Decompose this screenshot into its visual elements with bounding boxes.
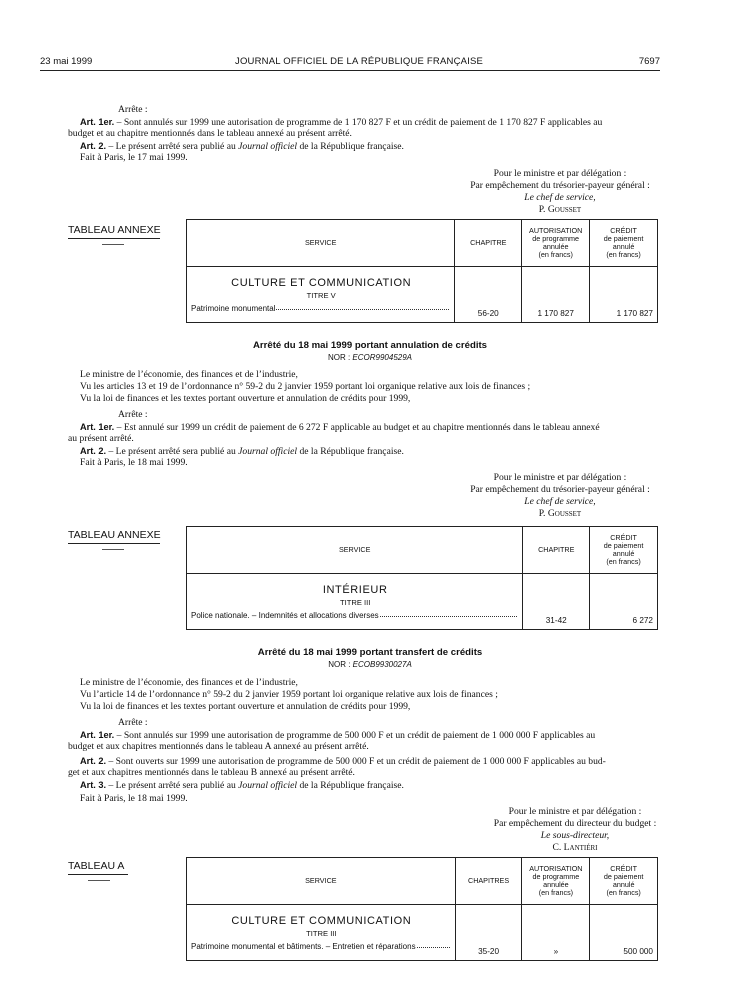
s2-title: Arrêté du 18 mai 1999 portant annulation de crédits bbox=[252, 340, 488, 351]
table-row: Police nationale. – Indemnités et allocations diverses bbox=[191, 611, 519, 620]
s2-annex-rule-short bbox=[102, 549, 124, 550]
s1-sig-line4: P. Gousset bbox=[538, 204, 582, 215]
s3-sig-line1: Pour le ministre et par délégation : bbox=[508, 806, 642, 817]
s1-row-cp: 1 170 827 bbox=[590, 267, 658, 323]
s3-sig-line2: Par empêchement du directeur du budget : bbox=[493, 818, 657, 829]
s1-col-cp: CRÉDIT de paiement annulé (en francs) bbox=[590, 220, 658, 267]
s2-fait: Fait à Paris, le 18 mai 1999. bbox=[80, 457, 188, 468]
s3-col-chapitre: CHAPITRES bbox=[455, 858, 522, 905]
s3-row-cp: 500 000 bbox=[590, 905, 658, 961]
s1-annex-rule-short bbox=[102, 244, 124, 245]
s2-annex-label: TABLEAU ANNEXE bbox=[68, 529, 161, 541]
s2-row-cp: 6 272 bbox=[590, 574, 658, 630]
s1-sig-line3: Le chef de service, bbox=[524, 192, 596, 203]
s3-title: Arrêté du 18 mai 1999 portant transfert de crédits bbox=[257, 647, 483, 658]
s3-col-cp: CRÉDIT de paiement annulé (en francs) bbox=[590, 858, 658, 905]
s3-titre: TITRE III bbox=[306, 929, 337, 938]
s3-sig-line3: Le sous-directeur, bbox=[540, 830, 610, 841]
s2-col-chapitre: CHAPITRE bbox=[523, 527, 590, 574]
s3-art3-label: Art. 3. bbox=[80, 780, 107, 790]
s1-sig-line1: Pour le ministre et par délégation : bbox=[493, 168, 627, 179]
s1-titre: TITRE V bbox=[306, 291, 336, 300]
s1-annex-label: TABLEAU ANNEXE bbox=[68, 224, 161, 236]
s3-row-chapitre: 35-20 bbox=[455, 905, 522, 961]
s1-signature bbox=[440, 168, 680, 216]
s2-sig-line3: Le chef de service, bbox=[524, 496, 596, 507]
s3-annex-rule bbox=[68, 874, 128, 875]
s3-row-ap: » bbox=[522, 905, 590, 961]
header-rule bbox=[40, 70, 660, 71]
header-date: 23 mai 1999 bbox=[40, 56, 93, 67]
s2-service-cell bbox=[187, 574, 523, 630]
header-page-number: 7697 bbox=[638, 56, 660, 67]
s2-art1-label: Art. 1er. bbox=[80, 422, 115, 432]
s3-arrete: Arrête : bbox=[118, 717, 148, 728]
s3-service-cell bbox=[187, 905, 456, 961]
s2-art1-line2: au présent arrêté. bbox=[68, 433, 134, 444]
s1-service-cell bbox=[187, 267, 455, 323]
s2-col-cp: CRÉDIT de paiement annulé (en francs) bbox=[590, 527, 658, 574]
s2-annex-rule bbox=[68, 543, 160, 544]
s2-line3: Vu la loi de finances et les textes portant ouverture et annulation de crédits pour 1999, bbox=[80, 393, 411, 404]
s3-nor: NOR : ECOB9930027A bbox=[328, 660, 412, 669]
s3-annex-label: TABLEAU A bbox=[68, 860, 125, 872]
s1-annex-rule bbox=[68, 238, 160, 239]
s1-art1-line1: Art. 1er. – Sont annulés sur 1999 une autorisation de programme de 1 170 827 F et un crédit de paiement de 1 170 827 F applicables au bbox=[80, 117, 603, 128]
s3-art3: Art. 3. – Le présent arrêté sera publié au Journal officiel de la République française. bbox=[80, 780, 404, 791]
s2-signature bbox=[440, 472, 680, 520]
s3-fait: Fait à Paris, le 18 mai 1999. bbox=[80, 793, 188, 804]
s2-annex-table bbox=[186, 526, 658, 630]
s2-sig-line2: Par empêchement du trésorier-payeur général : bbox=[470, 484, 650, 495]
s3-col-service: SERVICE bbox=[187, 858, 456, 905]
s3-art1-label: Art. 1er. bbox=[80, 730, 115, 740]
s2-nor: NOR : ECOR9904529A bbox=[327, 353, 413, 362]
s3-annex-rule-short bbox=[88, 880, 110, 881]
s3-sig-line4: C. Lantiéri bbox=[552, 842, 598, 853]
s1-fait: Fait à Paris, le 17 mai 1999. bbox=[80, 152, 188, 163]
s2-line2: Vu les articles 13 et 19 de l’ordonnance n° 59-2 du 2 janvier 1959 portant loi organique relative aux lois de finances ; bbox=[80, 381, 531, 392]
s1-art1-label: Art. 1er. bbox=[80, 117, 115, 127]
s3-art2-label: Art. 2. bbox=[80, 756, 107, 766]
s3-annex-table bbox=[186, 857, 658, 961]
s1-ministry: CULTURE ET COMMUNICATION bbox=[231, 277, 412, 289]
s1-col-ap: AUTORISATION de programme annulée (en francs) bbox=[522, 220, 590, 267]
s2-art2-label: Art. 2. bbox=[80, 446, 107, 456]
s2-sig-line4: P. Gousset bbox=[538, 508, 582, 519]
s2-art2: Art. 2. – Le présent arrêté sera publié au Journal officiel de la République française. bbox=[80, 446, 404, 457]
table-row: Patrimoine monumental et bâtiments. – Entretien et réparations bbox=[191, 942, 452, 951]
s1-row-chapitre: 56-20 bbox=[455, 267, 522, 323]
s1-art2-label: Art. 2. bbox=[80, 141, 107, 151]
s2-arrete: Arrête : bbox=[118, 409, 148, 420]
s2-art1-line1: Art. 1er. – Est annulé sur 1999 un crédit de paiement de 6 272 F applicable au budget et au chapitre mentionnés dans le tableau annexé bbox=[80, 422, 600, 433]
s3-line1: Le ministre de l’économie, des finances et de l’industrie, bbox=[80, 677, 298, 688]
table-row: Patrimoine monumental bbox=[191, 304, 451, 313]
s2-sig-line1: Pour le ministre et par délégation : bbox=[493, 472, 627, 483]
s2-row-chapitre: 31-42 bbox=[523, 574, 590, 630]
s3-art1-line1: Art. 1er. – Sont annulés sur 1999 une autorisation de programme de 500 000 F et un crédit de paiement de 1 000 000 F applicables au bbox=[80, 730, 596, 741]
s1-arrete: Arrête : bbox=[118, 104, 148, 115]
s3-ministry: CULTURE ET COMMUNICATION bbox=[231, 915, 412, 927]
s3-col-ap: AUTORISATION de programme annulée (en francs) bbox=[522, 858, 590, 905]
s3-line3: Vu la loi de finances et les textes portant ouverture et annulation de crédits pour 1999, bbox=[80, 701, 411, 712]
s2-col-service: SERVICE bbox=[187, 527, 523, 574]
s3-signature bbox=[455, 806, 695, 854]
s2-titre: TITRE III bbox=[339, 598, 371, 607]
s1-art2: Art. 2. – Le présent arrêté sera publié au Journal officiel de la République française. bbox=[80, 141, 404, 152]
s1-col-service: SERVICE bbox=[187, 220, 455, 267]
s1-row-ap: 1 170 827 bbox=[522, 267, 590, 323]
s3-art1-line2: budget et aux chapitres mentionnés dans le tableau A annexé au présent arrêté. bbox=[68, 741, 369, 752]
s1-col-chapitre: CHAPITRE bbox=[455, 220, 522, 267]
s1-annex-table bbox=[186, 219, 658, 323]
s2-line1: Le ministre de l’économie, des finances et de l’industrie, bbox=[80, 369, 298, 380]
header-journal-title: JOURNAL OFFICIEL DE LA RÉPUBLIQUE FRANÇAISE bbox=[235, 56, 484, 67]
s1-sig-line2: Par empêchement du trésorier-payeur général : bbox=[470, 180, 650, 191]
s3-art2-line2: get et aux chapitres mentionnés dans le tableau B annexé au présent arrêté. bbox=[68, 767, 355, 778]
s3-art2-line1: Art. 2. – Sont ouverts sur 1999 une autorisation de programme de 500 000 F et un crédit de paiement de 1 000 000 F applicables au bud- bbox=[80, 756, 606, 767]
s1-art1-line2: budget et au chapitre mentionnés dans le tableau annexé au présent arrêté. bbox=[68, 128, 352, 139]
s3-line2: Vu l’article 14 de l’ordonnance n° 59-2 du 2 janvier 1959 portant loi organique relative aux lois de finances ; bbox=[80, 689, 498, 700]
s2-ministry: INTÉRIEUR bbox=[322, 584, 388, 596]
